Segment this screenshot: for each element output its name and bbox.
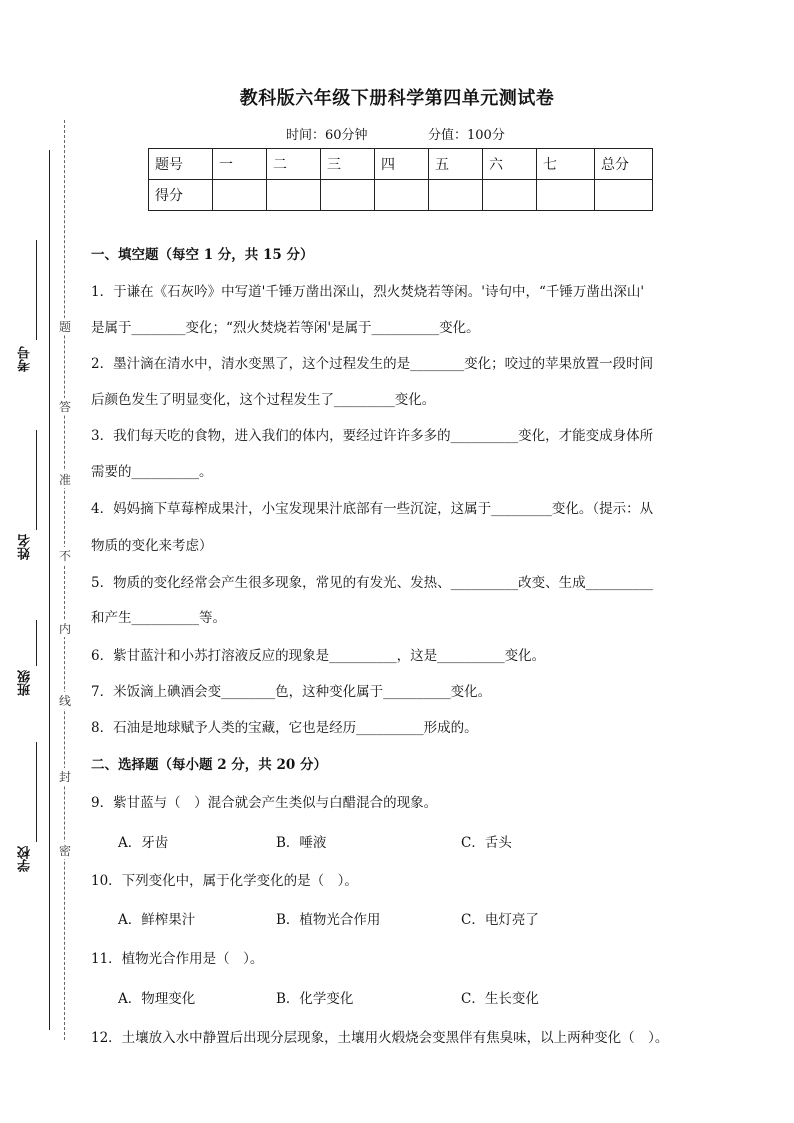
score-cell [537, 180, 595, 211]
exam-no-blank [36, 240, 37, 340]
score-header-cell: 五 [429, 149, 483, 180]
seal-char: 题 [58, 320, 71, 334]
option-c: C．电灯亮了 [461, 912, 539, 928]
school-label: 学校 [18, 846, 33, 872]
seal-char: 线 [58, 694, 71, 708]
question-line: 3．我们每天吃的食物，进入我们的体内，要经过许许多多的__________变化，才能变成身体所 [91, 428, 654, 444]
option-b: B．唾液 [276, 835, 327, 851]
score-cell [483, 180, 537, 211]
score-header-cell: 七 [537, 149, 595, 180]
seal-char: 不 [58, 549, 71, 563]
score-cell [213, 180, 267, 211]
score-header-cell: 题号 [149, 149, 213, 180]
class-blank [36, 620, 37, 666]
score-info: 分值：100分 [428, 128, 505, 143]
binding-solid-line [49, 150, 50, 1030]
score-header-cell: 六 [483, 149, 537, 180]
question-line: 6．紫甘蓝汁和小苏打溶液反应的现象是__________，这是__________变化。 [91, 648, 546, 664]
question-line: 和产生__________等。 [91, 610, 226, 626]
question-line: 物质的变化来考虑） [91, 538, 213, 554]
binding-dashed-line [64, 120, 65, 1040]
option-a: A．鲜榨果汁 [118, 912, 196, 928]
question-line: 需要的__________。 [91, 464, 213, 480]
seal-char: 答 [58, 400, 71, 414]
question-line: 7．米饭滴上碘酒会变________色，这种变化属于__________变化。 [91, 684, 492, 700]
question-line: 12．土壤放入水中静置后出现分层现象，土壤用火煅烧会变黑伴有焦臭味，以上两种变化（ ）。 [91, 1030, 669, 1046]
section-heading-choice: 二、选择题（每小题 2 分，共 20 分） [91, 757, 327, 773]
seal-char: 密 [58, 844, 71, 858]
score-cell [375, 180, 429, 211]
score-header-cell: 四 [375, 149, 429, 180]
score-header-cell: 二 [267, 149, 321, 180]
score-header-cell: 总分 [595, 149, 653, 180]
question-line: 11．植物光合作用是（ ）。 [91, 951, 264, 967]
score-table-score-row [149, 180, 653, 211]
score-table [148, 148, 653, 211]
question-line: 后颜色发生了明显变化，这个过程发生了_________变化。 [91, 392, 436, 408]
question-line: 2．墨汁滴在清水中，清水变黑了，这个过程发生的是________变化；咬过的苹果放置一段时间 [91, 356, 654, 372]
option-c: C．生长变化 [461, 991, 539, 1007]
question-line: 4．妈妈摘下草莓榨成果汁，小宝发现果汁底部有一些沉淀，这属于_________变化。（提示：从 [91, 501, 654, 517]
option-c: C．舌头 [461, 835, 512, 851]
question-line: 5．物质的变化经常会产生很多现象，常见的有发光、发热、__________改变、生成__________ [91, 575, 654, 591]
question-line: 10．下列变化中，属于化学变化的是（ ）。 [91, 873, 358, 889]
seal-char: 内 [58, 622, 71, 636]
question-line: 9．紫甘蓝与（ ）混合就会产生类似与白醋混合的现象。 [91, 795, 438, 811]
score-cell [595, 180, 653, 211]
question-line: 1．于谦在《石灰吟》中写道'千锤万凿出深山，烈火焚烧若等闲。'诗句中，“千锤万凿出深山' [91, 284, 645, 300]
option-a: A．牙齿 [118, 835, 169, 851]
section-heading-fill-blank: 一、填空题（每空 1 分，共 15 分） [91, 247, 314, 263]
seal-char: 准 [58, 473, 71, 487]
score-row-label: 得分 [149, 180, 213, 211]
time-info: 时间：60分钟 [286, 128, 368, 143]
page-title: 教科版六年级下册科学第四单元测试卷 [239, 88, 555, 109]
option-b: B．植物光合作用 [276, 912, 381, 928]
score-header-cell: 三 [321, 149, 375, 180]
option-a: A．物理变化 [118, 991, 196, 1007]
seal-char: 封 [58, 770, 71, 784]
question-line: 8．石油是地球赋予人类的宝藏，它也是经历__________形成的。 [91, 720, 478, 736]
exam-no-label: 考号 [18, 346, 33, 372]
class-label: 班级 [18, 670, 33, 696]
score-table-header-row [149, 149, 653, 180]
name-blank [36, 430, 37, 530]
question-line: 是属于________变化；“烈火焚烧若等闲'是属于__________变化。 [91, 320, 480, 336]
score-cell [321, 180, 375, 211]
score-cell [429, 180, 483, 211]
score-header-cell: 一 [213, 149, 267, 180]
score-cell [267, 180, 321, 211]
option-b: B．化学变化 [276, 991, 354, 1007]
name-label: 姓名 [18, 534, 33, 560]
school-blank [36, 742, 37, 842]
